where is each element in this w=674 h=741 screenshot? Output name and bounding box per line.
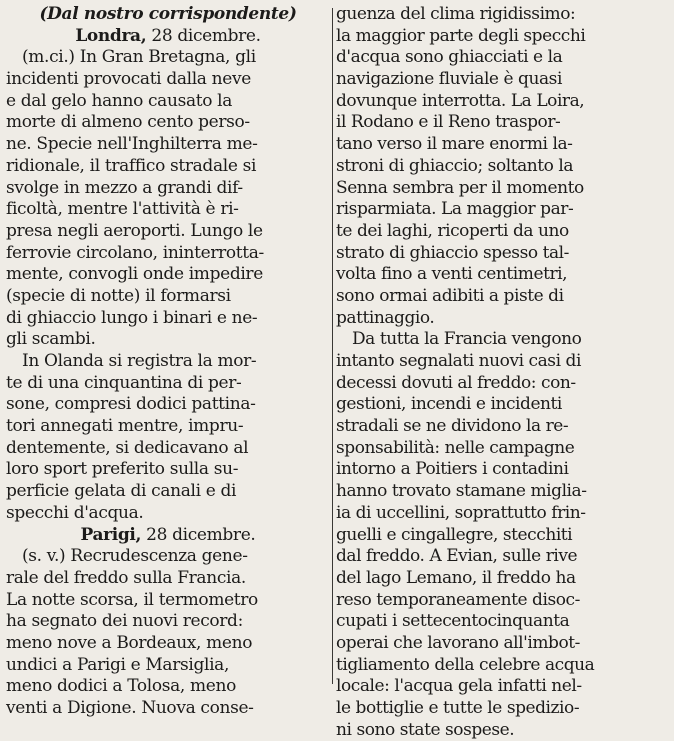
right-column <box>336 4 666 741</box>
text-line: loro sport preferito sulla su- <box>6 459 239 480</box>
text-line: ne. Specie nell'Inghilterra me- <box>6 134 258 155</box>
column-divider <box>332 8 333 684</box>
text-line: locale: l'acqua gela infatti nel- <box>336 676 582 697</box>
text-line: svolge in mezzo a grandi dif- <box>6 177 243 198</box>
dateline-place: Parigi, <box>80 524 142 545</box>
text-line: sponsabilità: nelle campagne <box>336 437 575 458</box>
text-line: ficoltà, mentre l'attività è ri- <box>6 199 239 220</box>
text-line: (Dal nostro corrispondente) <box>39 4 297 24</box>
text-line: del lago Lemano, il freddo ha <box>336 567 576 588</box>
text-line: tori annegati mentre, impru- <box>6 416 244 437</box>
text-line: In Olanda si registra la mor- <box>22 351 257 371</box>
text-line: presa negli aeroporti. Lungo le <box>6 220 263 241</box>
text-line: tano verso il mare enormi la- <box>336 134 573 155</box>
left-column <box>6 4 330 720</box>
text-line: ridionale, il traffico stradale si <box>6 155 257 176</box>
text-line: meno dodici a Tolosa, meno <box>6 676 236 697</box>
text-line: strato di ghiaccio spesso tal- <box>336 242 569 263</box>
text-line: te di una cinquantina di per- <box>6 372 242 393</box>
text-line: di ghiaccio lungo i binari e ne- <box>6 307 258 328</box>
text-line: Senna sembra per il momento <box>336 177 584 198</box>
text-line: Londra, 28 dicembre. <box>75 25 261 46</box>
text-line: risparmiata. La maggior par- <box>336 199 574 220</box>
text-line: navigazione fluviale è quasi <box>336 69 562 90</box>
text-line: hanno trovato stamane miglia- <box>336 481 587 502</box>
text-line: volta fino a venti centimetri, <box>336 264 568 285</box>
dateline-place: Londra, <box>75 25 147 46</box>
text-line: le bottiglie e tutte le spedizio- <box>336 698 580 718</box>
text-line: cupati i settecentocinquanta <box>336 611 570 632</box>
text-line: sono ormai adibiti a piste di <box>336 285 564 306</box>
text-line: la maggior parte degli specchi <box>336 25 586 46</box>
text-line: guenza del clima rigidissimo: <box>336 4 576 24</box>
text-line: e dal gelo hanno causato la <box>6 90 233 111</box>
text-line: venti a Digione. Nuova conse- <box>6 698 254 718</box>
text-line: il Rodano e il Reno traspor- <box>336 112 561 133</box>
text-line: Da tutta la Francia vengono <box>352 329 582 350</box>
text-line: stroni di ghiaccio; soltanto la <box>336 155 574 176</box>
text-line: meno nove a Bordeaux, meno <box>6 632 253 653</box>
text-line: ha segnato dei nuovi record: <box>6 611 243 632</box>
text-line: dal freddo. A Evian, sulle rive <box>336 546 578 567</box>
text-line: gli scambi. <box>6 329 96 350</box>
text-line: La notte scorsa, il termometro <box>6 589 258 610</box>
text-line: perficie gelata di canali e di <box>6 481 237 502</box>
text-line: (s. v.) Recrudescenza gene- <box>22 546 248 567</box>
text-line: incidenti provocati dalla neve <box>6 69 251 90</box>
text-line: reso temporaneamente disoc- <box>336 589 580 610</box>
text-line: morte di almeno cento perso- <box>6 112 250 133</box>
text-line: gestioni, incendi e incidenti <box>336 394 562 415</box>
text-line: dovunque interrotta. La Loira, <box>336 90 585 111</box>
text-line: intorno a Poitiers i contadini <box>336 459 569 480</box>
text-line: dentemente, si dedicavano al <box>6 437 249 458</box>
text-line: sone, compresi dodici pattina- <box>6 394 256 415</box>
text-line: pattinaggio. <box>336 307 435 328</box>
text-line: te dei laghi, ricoperti da uno <box>336 220 569 241</box>
text-line: mente, convogli onde impedire <box>6 264 263 285</box>
text-line: (m.ci.) In Gran Bretagna, gli <box>22 47 256 68</box>
text-line: ia di uccellini, soprattutto frin- <box>336 502 586 523</box>
text-line: d'acqua sono ghiacciati e la <box>336 47 563 68</box>
text-line: ferrovie circolano, ininterrotta- <box>6 242 264 263</box>
text-line: decessi dovuti al freddo: con- <box>336 372 576 393</box>
text-line: intanto segnalati nuovi casi di <box>336 351 581 371</box>
text-line: specchi d'acqua. <box>6 502 144 523</box>
text-line: undici a Parigi e Marsiglia, <box>6 654 230 675</box>
text-line: rale del freddo sulla Francia. <box>6 567 246 588</box>
text-line: Parigi, 28 dicembre. <box>80 524 256 545</box>
text-line: ni sono state sospese. <box>336 719 515 740</box>
text-line: operai che lavorano all'imbot- <box>336 632 580 653</box>
text-line: (specie di notte) il formarsi <box>6 285 231 306</box>
text-line: tigliamento della celebre acqua <box>336 654 595 675</box>
text-line: stradali se ne dividono la re- <box>336 416 569 437</box>
text-line: guelli e cingallegre, stecchiti <box>336 524 573 545</box>
